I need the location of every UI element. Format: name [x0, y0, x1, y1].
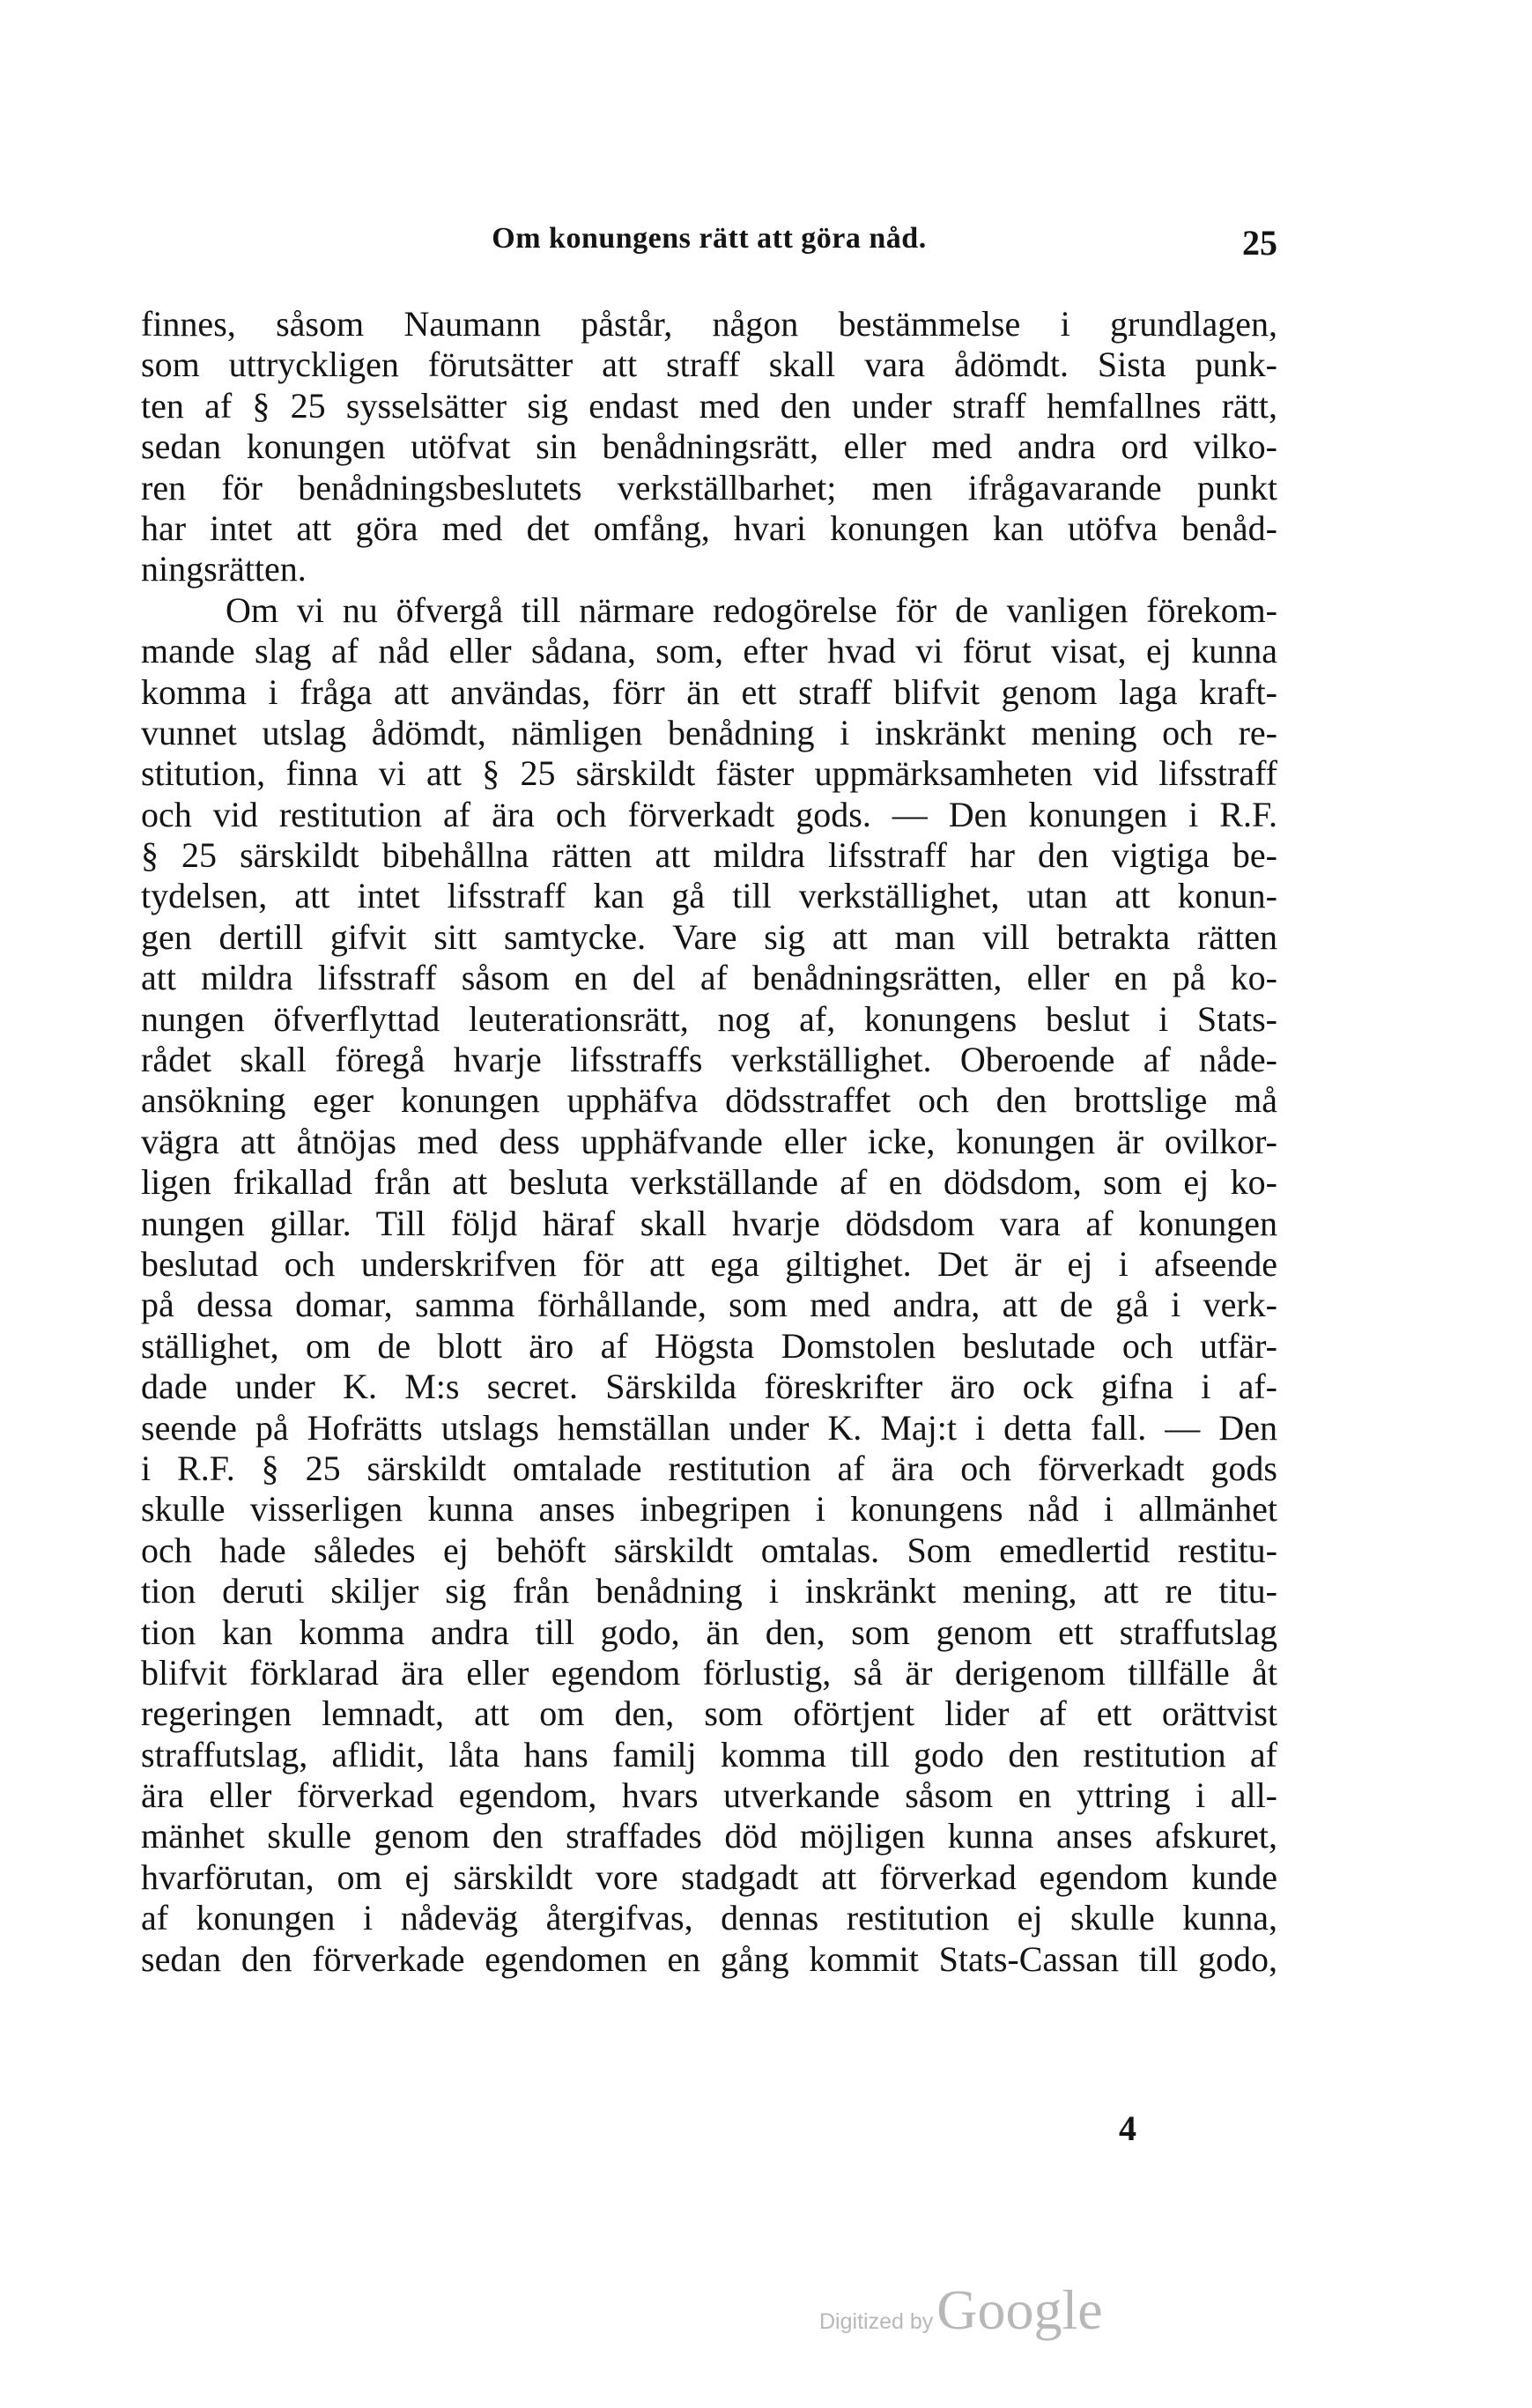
text-line: komma i fråga att användas, förr än ett straff blifvit genom laga kraft- — [141, 671, 1277, 712]
page-number: 25 — [1242, 223, 1277, 263]
text-line: finnes, såsom Naumann påstår, någon bestämmelse i grundlagen, — [141, 304, 1277, 344]
watermark-prefix: Digitized by — [819, 2309, 934, 2334]
text-line: ansökning eger konungen upphäfva dödsstraffet och den brottslige må — [141, 1080, 1277, 1121]
text-line: som uttryckligen förutsätter att straff skall vara ådömdt. Sista punk- — [141, 345, 1277, 385]
text-line: rådet skall föregå hvarje lifsstraffs verkställighet. Oberoende af nåde- — [141, 1040, 1277, 1080]
body-text — [141, 304, 1277, 1980]
text-line: skulle visserligen kunna anses inbegripen i konungens nåd i allmänhet — [141, 1489, 1277, 1530]
digitization-watermark — [819, 2278, 1103, 2343]
text-line: sedan konungen utöfvat sin benådningsrätt, eller med andra ord vilko- — [141, 426, 1277, 467]
text-line: tion deruti skiljer sig från benådning i inskränkt mening, att re titu- — [141, 1571, 1277, 1612]
text-line: ningsrätten. — [141, 549, 307, 589]
text-line: ren för benådningsbeslutets verkställbarhet; men ifrågavarande punkt — [141, 467, 1277, 508]
text-line: nungen öfverflyttad leuterationsrätt, nog af, konungens beslut i Stats- — [141, 998, 1277, 1039]
text-line: vunnet utslag ådömdt, nämligen benådning i inskränkt mening och re- — [141, 712, 1277, 752]
text-line: ställighet, om de blott äro af Högsta Domstolen beslutade och utfär- — [141, 1325, 1277, 1366]
signature-mark: 4 — [1119, 2108, 1136, 2148]
text-line: straffutslag, aflidit, låta hans familj komma till godo den restitution af — [141, 1734, 1277, 1775]
paragraph-first-line: Om vi nu öfvergå till närmare redogörelse för de vanligen förekom- — [226, 589, 1277, 630]
text-line: dade under K. M:s secret. Särskilda föreskrifter äro ock gifna i af- — [141, 1367, 1277, 1407]
text-line: sedan den förverkade egendomen en gång kommit Stats-Cassan till godo, — [141, 1938, 1277, 1979]
text-line: och hade således ej behöft särskildt omtalas. Som emedlertid restitu- — [141, 1530, 1277, 1570]
text-line: seende på Hofrätts utslags hemställan under K. Maj:t i detta fall. — Den — [141, 1407, 1277, 1448]
text-line: mänhet skulle genom den straffades död möjligen kunna anses afskuret, — [141, 1816, 1277, 1856]
text-line: stitution, finna vi att § 25 särskildt fäster uppmärksamheten vid lifsstraff — [141, 753, 1277, 794]
text-line: tydelsen, att intet lifsstraff kan gå till verkställighet, utan att konun- — [141, 876, 1277, 916]
watermark-logo: Google — [936, 2278, 1103, 2341]
running-header — [141, 222, 1277, 271]
text-line: att mildra lifsstraff såsom en del af benådningsrätten, eller en på ko- — [141, 958, 1277, 998]
text-line: på dessa domar, samma förhållande, som med andra, att de gå i verk- — [141, 1285, 1277, 1325]
text-line: hvarförutan, om ej särskildt vore stadgadt att förverkad egendom kunde — [141, 1856, 1277, 1897]
text-line: tion kan komma andra till godo, än den, som genom ett straffutslag — [141, 1612, 1277, 1652]
text-line: nungen gillar. Till följd häraf skall hvarje dödsdom vara af konungen — [141, 1203, 1277, 1243]
text-line: i R.F. § 25 särskildt omtalade restitution af ära och förverkadt gods — [141, 1448, 1277, 1488]
text-line: regeringen lemnadt, att om den, som oförtjent lider af ett orättvist — [141, 1693, 1277, 1734]
text-line: ligen frikallad från att besluta verkställande af en dödsdom, som ej ko- — [141, 1162, 1277, 1203]
text-line: och vid restitution af ära och förverkadt gods. — Den konungen i R.F. — [141, 794, 1277, 834]
text-line: § 25 särskildt bibehållna rätten att mildra lifsstraff har den vigtiga be- — [141, 835, 1277, 876]
running-title: Om konungens rätt att göra nåd. — [492, 222, 927, 255]
text-line: gen dertill gifvit sitt samtycke. Vare sig att man vill betrakta rätten — [141, 916, 1277, 957]
text-line: blifvit förklarad ära eller egendom förlustig, så är derigenom tillfälle åt — [141, 1652, 1277, 1693]
text-line: ära eller förverkad egendom, hvars utverkande såsom en yttring i all- — [141, 1775, 1277, 1816]
text-line: vägra att åtnöjas med dess upphäfvande eller icke, konungen är ovilkor- — [141, 1121, 1277, 1161]
text-line: mande slag af nåd eller sådana, som, efter hvad vi förut visat, ej kunna — [141, 631, 1277, 671]
text-line: beslutad och underskrifven för att ega giltighet. Det är ej i afseende — [141, 1243, 1277, 1284]
text-line: ten af § 25 sysselsätter sig endast med den under straff hemfallnes rätt, — [141, 385, 1277, 426]
text-line: har intet att göra med det omfång, hvari konungen kan utöfva benåd- — [141, 508, 1277, 548]
text-line: af konungen i nådeväg återgifvas, dennas restitution ej skulle kunna, — [141, 1898, 1277, 1938]
